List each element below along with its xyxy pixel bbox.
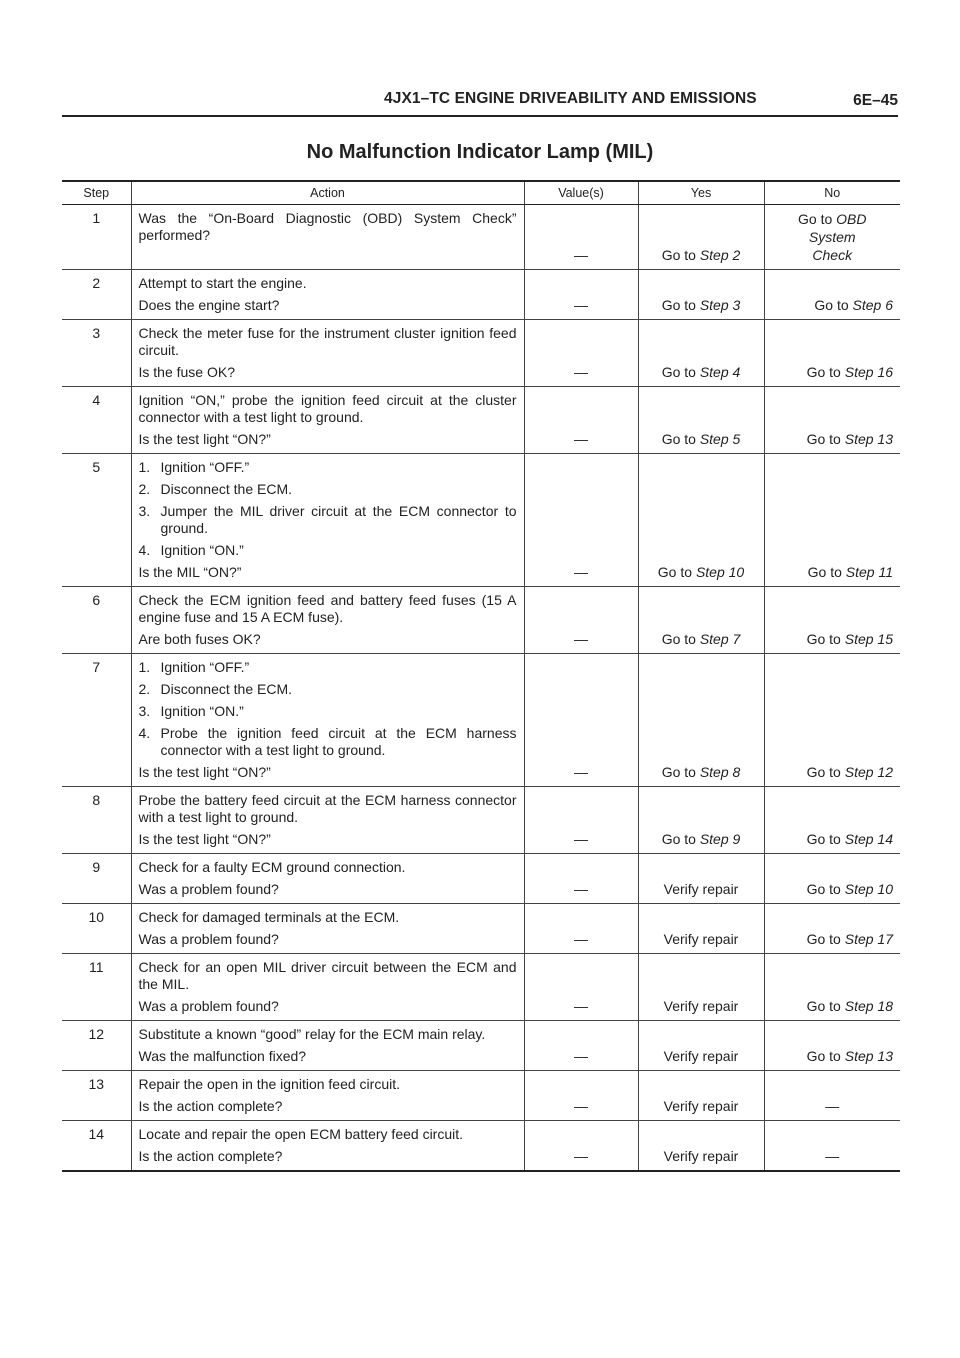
action-text: Probe the battery feed circuit at the ECM harness connector with a test light to ground. <box>138 792 517 825</box>
action-step-text: Ignition “OFF.” <box>160 459 250 475</box>
action-steps-list <box>139 659 517 759</box>
step-number: 9 <box>62 854 131 904</box>
yes-step-link[interactable]: Step 3 <box>699 297 741 313</box>
action-question: Was a problem found? <box>138 931 279 947</box>
value-cell: — <box>524 654 638 787</box>
action-question: Are both fuses OK? <box>138 631 261 647</box>
header-rule <box>62 115 898 117</box>
step-number: 11 <box>62 954 131 1021</box>
yes-prefix: Go to <box>661 364 700 380</box>
action-step-number: 3. <box>138 503 151 519</box>
no-cell <box>764 454 900 587</box>
action-step-number: 2. <box>138 681 151 697</box>
no-prefix: Go to <box>807 564 846 580</box>
yes-cell <box>638 954 764 1021</box>
table-row <box>62 904 900 954</box>
action-step-text: Ignition “ON.” <box>160 703 244 719</box>
action-step <box>139 725 517 759</box>
no-cell <box>764 1021 900 1071</box>
column-header-no: No <box>764 181 900 205</box>
no-step-link[interactable]: Step 18 <box>844 998 893 1014</box>
no-step-link[interactable]: Check <box>812 247 853 263</box>
yes-cell <box>638 587 764 654</box>
yes-cell <box>638 787 764 854</box>
yes-step-link[interactable]: Step 2 <box>699 247 741 263</box>
yes-cell <box>638 320 764 387</box>
action-text: Check for a faulty ECM ground connection. <box>138 859 406 875</box>
yes-cell <box>638 454 764 587</box>
action-question: Is the action complete? <box>138 1098 283 1114</box>
yes-prefix: Go to <box>661 831 700 847</box>
yes-step-link[interactable]: Step 7 <box>699 631 741 647</box>
no-cell <box>764 270 900 320</box>
no-step-link[interactable]: Step 6 <box>852 297 893 313</box>
action-text: Check the ECM ignition feed and battery feed fuses (15 A engine fuse and 15 A ECM fuse). <box>138 592 517 625</box>
no-cell <box>764 954 900 1021</box>
yes-step-link[interactable]: Step 9 <box>699 831 741 847</box>
action-step <box>139 659 517 676</box>
action-cell <box>131 954 524 1021</box>
value-cell: — <box>524 787 638 854</box>
action-step-text: Jumper the MIL driver circuit at the ECM connector to ground. <box>160 503 517 536</box>
table-row <box>62 270 900 320</box>
no-prefix: Go to <box>806 881 845 897</box>
step-number: 12 <box>62 1021 131 1071</box>
value-cell: — <box>524 1021 638 1071</box>
action-step-number: 1. <box>138 659 151 675</box>
action-step-text: Probe the ignition feed circuit at the ECM harness connector with a test light to ground. <box>160 725 517 758</box>
action-cell <box>131 205 524 270</box>
no-step-link[interactable]: System <box>808 229 856 245</box>
yes-cell <box>638 205 764 270</box>
yes-cell <box>638 1121 764 1172</box>
no-step-link[interactable]: Step 17 <box>844 931 893 947</box>
action-step-text: Disconnect the ECM. <box>160 681 292 697</box>
table-row <box>62 1121 900 1172</box>
yes-prefix: Go to <box>661 247 700 263</box>
value-cell: — <box>524 270 638 320</box>
action-question: Does the engine start? <box>138 297 280 313</box>
no-prefix: Go to <box>806 831 845 847</box>
no-cell <box>764 1071 900 1121</box>
no-prefix: Go to <box>806 631 845 647</box>
no-prefix: Go to <box>806 431 845 447</box>
no-cell <box>764 904 900 954</box>
yes-step-link[interactable]: Step 8 <box>699 764 741 780</box>
action-cell <box>131 1021 524 1071</box>
yes-prefix: Go to <box>661 431 700 447</box>
table-row <box>62 1021 900 1071</box>
action-text: Check for damaged terminals at the ECM. <box>138 909 400 925</box>
action-question: Is the fuse OK? <box>138 364 235 380</box>
no-step-link[interactable]: Step 10 <box>844 881 893 897</box>
action-text: Locate and repair the open ECM battery feed circuit. <box>138 1126 464 1142</box>
action-cell <box>131 1121 524 1172</box>
value-cell: — <box>524 320 638 387</box>
action-cell <box>131 270 524 320</box>
action-cell <box>131 1071 524 1121</box>
table-row <box>62 387 900 454</box>
action-cell <box>131 387 524 454</box>
step-number: 14 <box>62 1121 131 1172</box>
table-row <box>62 1071 900 1121</box>
action-text: Substitute a known “good” relay for the ECM main relay. <box>138 1026 486 1042</box>
action-text: Was the “On-Board Diagnostic (OBD) System Check” performed? <box>138 210 517 243</box>
yes-text: Verify repair <box>663 1098 739 1114</box>
table-row <box>62 587 900 654</box>
column-header-yes: Yes <box>638 181 764 205</box>
no-cell <box>764 320 900 387</box>
value-cell: — <box>524 954 638 1021</box>
value-cell: — <box>524 854 638 904</box>
table-row <box>62 205 900 270</box>
step-number: 10 <box>62 904 131 954</box>
action-step <box>139 503 517 537</box>
yes-text: Verify repair <box>663 998 739 1014</box>
yes-cell <box>638 904 764 954</box>
action-steps-list <box>139 459 517 559</box>
no-prefix: Go to <box>806 364 845 380</box>
page-title: No Malfunction Indicator Lamp (MIL) <box>306 141 654 163</box>
no-step-link[interactable]: Step 12 <box>844 764 893 780</box>
table-body <box>62 205 900 1172</box>
page-number: 6E–45 <box>853 92 898 109</box>
no-text: — <box>825 1148 840 1164</box>
no-prefix: Go to <box>814 297 853 313</box>
step-number: 3 <box>62 320 131 387</box>
table-row <box>62 854 900 904</box>
action-step-number: 2. <box>138 481 151 497</box>
value-cell: — <box>524 387 638 454</box>
no-prefix: Go to <box>806 931 845 947</box>
step-number: 5 <box>62 454 131 587</box>
no-step-link[interactable]: Step 11 <box>845 564 893 580</box>
action-question: Was the malfunction fixed? <box>138 1048 307 1064</box>
yes-step-link[interactable]: Step 10 <box>695 564 745 580</box>
no-step-link[interactable]: Step 13 <box>844 1048 893 1064</box>
action-step-text: Disconnect the ECM. <box>160 481 292 497</box>
yes-text: Verify repair <box>663 1048 739 1064</box>
table-row <box>62 454 900 587</box>
yes-text: Verify repair <box>663 1148 739 1164</box>
yes-cell <box>638 1021 764 1071</box>
yes-prefix: Go to <box>657 564 696 580</box>
step-number: 1 <box>92 210 101 226</box>
step-number: 6 <box>62 587 131 654</box>
no-prefix: Go to <box>806 764 845 780</box>
action-step-text: Ignition “OFF.” <box>160 659 250 675</box>
action-step-number: 1. <box>138 459 151 475</box>
no-cell <box>764 387 900 454</box>
action-question: Is the MIL “ON?” <box>138 564 242 580</box>
step-number: 13 <box>62 1071 131 1121</box>
column-header-step: Step <box>62 181 131 205</box>
action-step <box>139 703 517 720</box>
no-cell <box>764 1121 900 1172</box>
no-cell <box>764 787 900 854</box>
yes-cell <box>638 654 764 787</box>
table-row <box>62 787 900 854</box>
action-text: Attempt to start the engine. <box>138 275 307 291</box>
action-step <box>139 459 517 476</box>
column-header-action: Action <box>131 181 524 205</box>
value-cell: — <box>524 904 638 954</box>
diagnostic-table <box>62 180 900 1172</box>
yes-step-link[interactable]: Step 5 <box>699 431 741 447</box>
no-cell <box>764 205 900 270</box>
action-step <box>139 542 517 559</box>
yes-prefix: Go to <box>661 764 700 780</box>
step-number: 2 <box>62 270 131 320</box>
action-step-number: 3. <box>138 703 151 719</box>
yes-cell <box>638 1071 764 1121</box>
action-question: Is the test light “ON?” <box>138 764 271 780</box>
action-cell <box>131 854 524 904</box>
yes-prefix: Go to <box>661 297 700 313</box>
action-cell <box>131 454 524 587</box>
action-question: Is the action complete? <box>138 1148 283 1164</box>
no-step-link[interactable]: Step 14 <box>844 831 893 847</box>
action-step-number: 4. <box>138 542 151 558</box>
action-question: Is the test light “ON?” <box>138 431 271 447</box>
yes-step-link[interactable]: Step 4 <box>699 364 741 380</box>
yes-cell <box>638 854 764 904</box>
action-step <box>139 681 517 698</box>
no-text: — <box>825 1098 840 1114</box>
action-text: Repair the open in the ignition feed circuit. <box>138 1076 400 1092</box>
action-text: Ignition “ON,” probe the ignition feed circuit at the cluster connector with a test light to ground. <box>138 392 517 425</box>
action-step-text: Ignition “ON.” <box>160 542 244 558</box>
no-prefix: Go to <box>806 1048 845 1064</box>
step-number: 4 <box>62 387 131 454</box>
no-step-link[interactable]: Step 15 <box>844 631 893 647</box>
action-cell <box>131 787 524 854</box>
column-header-values: Value(s) <box>524 181 638 205</box>
value-cell: — <box>524 1071 638 1121</box>
step-number: 7 <box>62 654 131 787</box>
yes-cell <box>638 270 764 320</box>
no-cell <box>764 854 900 904</box>
action-cell <box>131 320 524 387</box>
no-cell <box>764 587 900 654</box>
action-cell <box>131 654 524 787</box>
value-cell: — <box>524 587 638 654</box>
yes-text: Verify repair <box>663 931 739 947</box>
no-prefix: Go to <box>806 998 845 1014</box>
action-step-number: 4. <box>138 725 151 741</box>
yes-prefix: Go to <box>661 631 700 647</box>
no-step-link[interactable]: OBD <box>836 211 867 227</box>
table-row <box>62 954 900 1021</box>
no-prefix: Go to <box>798 211 837 227</box>
page-header <box>62 84 898 114</box>
action-step <box>139 481 517 498</box>
no-step-link[interactable]: Step 13 <box>844 431 893 447</box>
no-step-link[interactable]: Step 16 <box>844 364 893 380</box>
yes-cell <box>638 387 764 454</box>
value-cell: — <box>524 1121 638 1172</box>
action-text: Check for an open MIL driver circuit between the ECM and the MIL. <box>138 959 517 992</box>
section-title: 4JX1–TC ENGINE DRIVEABILITY AND EMISSIONS <box>384 90 757 107</box>
no-cell <box>764 654 900 787</box>
step-number: 8 <box>62 787 131 854</box>
action-question: Was a problem found? <box>138 998 279 1014</box>
action-question: Was a problem found? <box>138 881 279 897</box>
action-cell <box>131 587 524 654</box>
table-row <box>62 654 900 787</box>
table-header-row <box>62 181 900 205</box>
value-cell: — <box>524 454 638 587</box>
action-cell <box>131 904 524 954</box>
value-cell: — <box>524 205 638 270</box>
action-question: Is the test light “ON?” <box>138 831 271 847</box>
yes-text: Verify repair <box>663 881 739 897</box>
table-row <box>62 320 900 387</box>
action-text: Check the meter fuse for the instrument cluster ignition feed circuit. <box>138 325 517 358</box>
